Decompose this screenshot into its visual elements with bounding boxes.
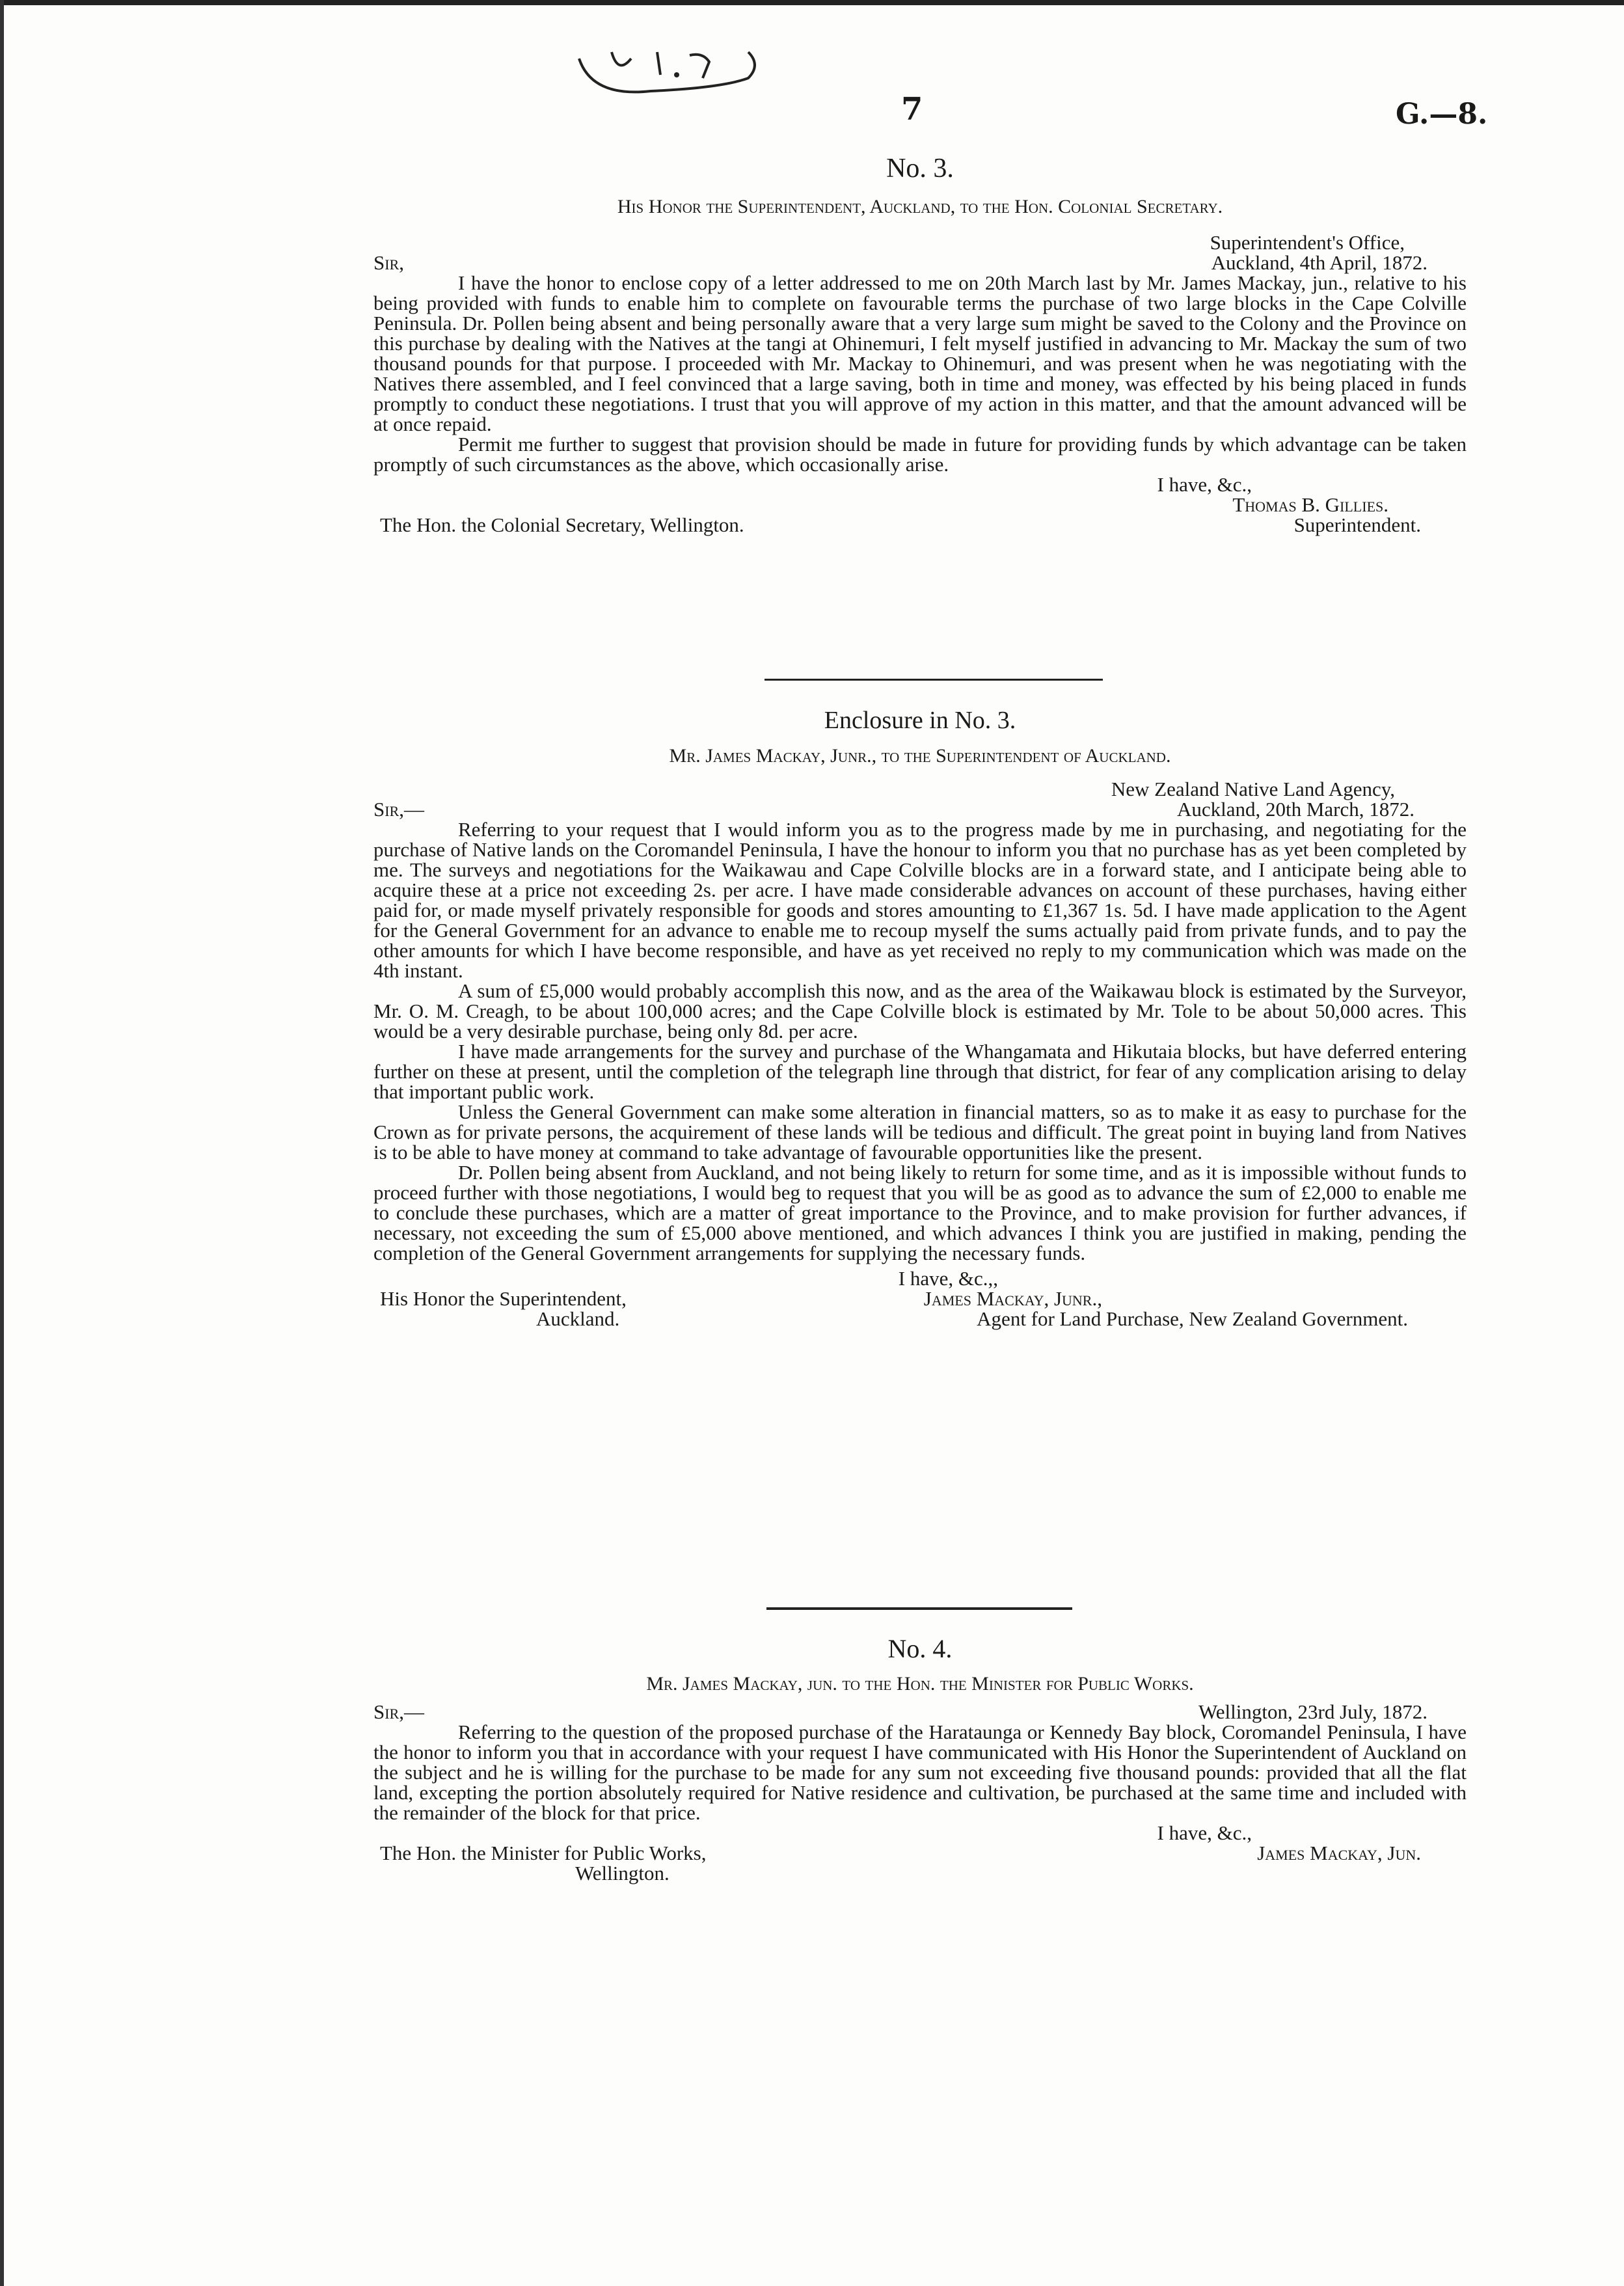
paragraph: Dr. Pollen being absent from Auckland, and not being likely to return for some time, and as it is impossible without funds to proceed further with those negotiations, I would beg to request that you will be as good as to advance the sum of £2,000 to enable me to conclude these purchases, which are a matter of great importance to the Province, and to make provision for further advances, if necessary, not exceeding the sum of £5,000 above mentioned, and which advances I think you are justified in making, pending the completion of the General Government arrangements for supplying the necessary funds. (373, 1161, 1467, 1264)
signature: James Mackay, Junr., (923, 1287, 1102, 1310)
handwritten-mark (573, 39, 768, 111)
salutation: Sir, (373, 251, 404, 274)
paragraph: A sum of £5,000 would probably accomplish this now, and as the area of the Waikawau block is estimated by the Surveyor, Mr. O. M. Creagh, to be about 100,000 acres; and the Cape Colville block is estimated by Mr. Tole to be about 50,000 acres. This would be a very desirable purchase, being only 8d. per acre. (373, 979, 1467, 1042)
letter-date: Auckland, 20th March, 1872. (1176, 798, 1414, 821)
paragraph: Permit me further to suggest that provision should be made in future for providing funds by which advantage can be taken promptly of such circumstances as the above, which occasionally arise. (373, 433, 1467, 476)
left-border (0, 0, 4, 2286)
paragraph: Referring to your request that I would inform you as to the progress made by me in purchasing, and negotiating for the purchase of Native lands on the Coromandel Peninsula, I have the honour to inform you that no purchase has as yet been completed by me. The surveys and negotiations for the Waikawau and Cape Colville blocks are in a forward state, and I anticipate being able to acquire these at a price not exceeding 2s. per acre. I have made considerable advances on account of these purchases, having either paid for, or made myself privately responsible for goods and stores amounting to £1,367 1s. 5d. I have made application to the Agent for the General Government for an advance to enable me to recoup myself the sums actually paid from private funds, and to pay the other amounts for which I have become responsible, and have as yet received no reply to my communication which was made on the 4th instant. (373, 818, 1467, 982)
section-divider (766, 1607, 1072, 1610)
addressee-city: Wellington. (575, 1862, 670, 1885)
closing: I have, &c., (1157, 1821, 1252, 1844)
addressee-city: Auckland. (536, 1307, 620, 1330)
letter-heading: No. 4. (887, 1634, 953, 1663)
enclosure-letter (373, 706, 1467, 1329)
paragraph: Unless the General Government can make some alteration in financial matters, so as to make it as easy to purchase for the Crown as for private persons, the acquirement of these lands will be tedious and difficult. The great point in buying land from Natives is to be able to have money at command to take advantage of favourable opportunities like the present. (373, 1100, 1467, 1163)
enclosure-subheading: Mr. James Mackay, Junr., to the Superintendent of Auckland. (669, 745, 1171, 767)
signature: James Mackay, Jun. (1257, 1842, 1421, 1864)
letter-subheading: His Honor the Superintendent, Auckland, to the Hon. Colonial Secretary. (617, 196, 1223, 217)
paragraph: Referring to the question of the proposed purchase of the Harataunga or Kennedy Bay block, Coromandel Peninsula, I have the honor to inform you that in accordance with your request I have communicated with His Honor the Superintendent of Auckland on the subject and he is willing for the purchase to be made for any sum not exceeding five thousand pounds: provided that all the flat land, excepting the portion absolutely required for Native residence and cultivation, be purchased at the same time and included with the remainder of the block for that price. (373, 1721, 1467, 1824)
addressee: The Hon. the Minister for Public Works, (380, 1842, 707, 1864)
signatory-title: Agent for Land Purchase, New Zealand Government. (977, 1307, 1408, 1330)
section-divider (765, 679, 1103, 681)
letter-subheading: Mr. James Mackay, jun. to the Hon. the Minister for Public Works. (646, 1673, 1194, 1694)
salutation: Sir,— (373, 1700, 424, 1723)
letter-date: Wellington, 23rd July, 1872. (1198, 1700, 1428, 1723)
letter-date: Auckland, 4th April, 1872. (1211, 251, 1428, 274)
addressee: The Hon. the Colonial Secretary, Wellington. (380, 513, 744, 536)
paragraph: I have made arrangements for the survey and purchase of the Whangamata and Hikutaia blocks, but have deferred entering further on these at present, until the completion of the telegraph line through that district, for fear of any complication arising to delay that important public work. (373, 1040, 1467, 1103)
signatory-title: Superintendent. (1293, 513, 1421, 536)
salutation: Sir,— (373, 798, 424, 821)
enclosure-heading: Enclosure in No. 3. (824, 707, 1016, 734)
letter-office: Superintendent's Office, (1210, 231, 1405, 254)
addressee: His Honor the Superintendent, (380, 1287, 627, 1310)
signature: Thomas B. Gillies. (1232, 493, 1388, 516)
page-number: 7 (901, 91, 923, 128)
letter-no-4 (373, 1633, 1467, 1883)
letter-office: New Zealand Native Land Agency, (1111, 778, 1395, 800)
top-border (0, 0, 1624, 5)
closing: I have, &c., (1157, 473, 1252, 496)
letter-heading: No. 3. (886, 154, 954, 184)
letter-no-3 (373, 153, 1467, 535)
paragraph: I have the honor to enclose copy of a letter addressed to me on 20th March last by Mr. James Mackay, jun., relative to his being provided with funds to enable him to complete on favourable terms the purchase of two large blocks in the Cape Colville Peninsula. Dr. Pollen being absent and being personally aware that a very large sum might be saved to the Colony and the Province on this purchase by dealing with the Natives at the tangi at Ohinemuri, I felt myself justified in advancing to Mr. Mackay the sum of two thousand pounds for that purpose. I proceeded with Mr. Mackay to Ohinemuri, and was present when he was negotiating with the Natives there assembled, and I feel convinced that a large saving, both in time and money, was effected by his being placed in funds promptly to conduct these negotiations. I trust that you will approve of my action in this matter, and that the amount advanced will be at once repaid. (373, 271, 1467, 435)
document-code: G.—8. (1396, 98, 1488, 131)
closing: I have, &c.,, (898, 1267, 998, 1290)
